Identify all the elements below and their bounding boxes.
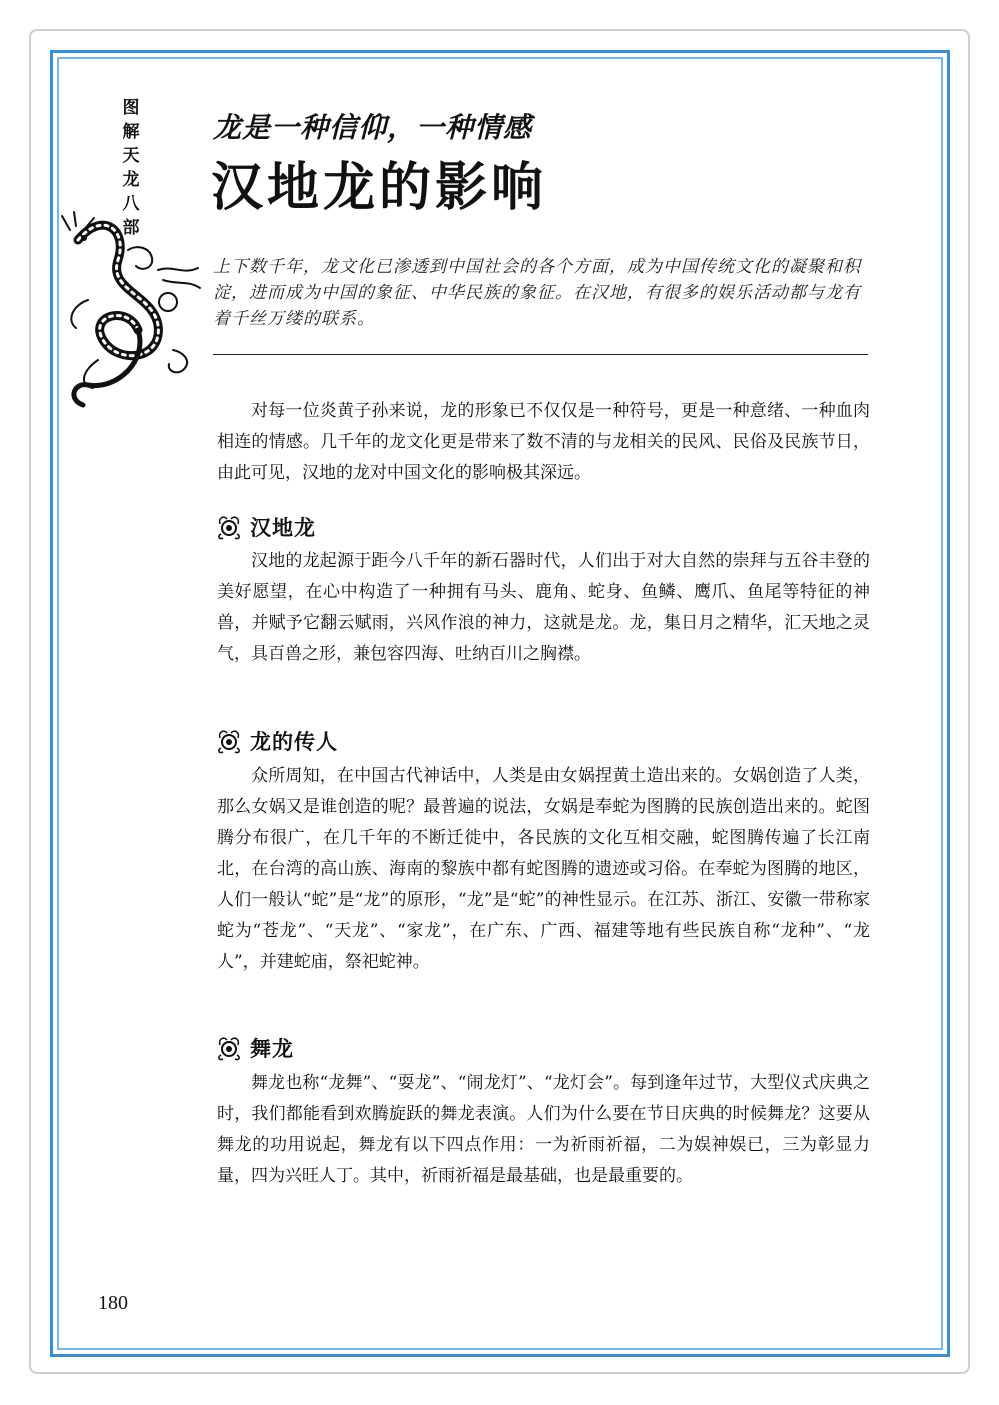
- book-title-char: 图: [122, 98, 140, 118]
- dragon-ball-icon: [216, 728, 242, 754]
- divider-rule: [213, 354, 868, 355]
- section-heading-text: 汉地龙: [250, 516, 316, 540]
- section-body: 汉地的龙起源于距今八千年的新石器时代，人们出于对大自然的崇拜与五谷丰登的美好愿望，在心中构造了一种拥有马头、鹿角、蛇身、鱼鳞、鹰爪、鱼尾等特征的神兽，并赋予它翻云赋雨，兴风作浪的神力，这就是龙。龙，集日月之精华，汇天地之灵气，具百兽之形，兼包容四海、吐纳百川之胸襟。: [217, 551, 870, 664]
- section-heading-wulong: [216, 1033, 294, 1063]
- page-title: 汉地龙的影响: [211, 158, 548, 218]
- intro-summary: 上下数千年，龙文化已渗透到中国社会的各个方面，成为中国传统文化的凝聚和积淀，进而成为中国的象征、中华民族的象征。在汉地，有很多的娱乐活动都与龙有着千丝万缕的联系。: [213, 257, 861, 329]
- dragon-illustration-icon: [58, 210, 208, 410]
- page-kicker: 龙是一种信仰，一种情感: [213, 111, 533, 144]
- book-title-char: 部: [122, 218, 140, 238]
- dragon-ball-icon: [216, 514, 242, 540]
- book-title-char: 解: [122, 122, 140, 142]
- book-title-char: 天: [122, 146, 140, 166]
- section-heading-text: 舞龙: [250, 1037, 294, 1061]
- section-heading-long-de-chuanren: [216, 726, 338, 756]
- section-heading-handi-long: [216, 512, 316, 542]
- section-body: 众所周知，在中国古代神话中，人类是由女娲捏黄土造出来的。女娲创造了人类，那么女娲又是谁创造的呢？最普遍的说法，女娲是奉蛇为图腾的民族创造出来的。蛇图腾分布很广，在几千年的不断迁徙中，各民族的文化互相交融，蛇图腾传遍了长江南北，在台湾的高山族、海南的黎族中都有蛇图腾的遗迹或习俗。在奉蛇为图腾的地区，人们一般认“蛇”是“龙”的原形，“龙”是“蛇”的神性显示。在江苏、浙江、安徽一带称家蛇为“苍龙”、“天龙”、“家龙”，在广东、广西、福建等地有些民族自称“龙种”、“龙人”，并建蛇庙，祭祀蛇神。: [217, 766, 870, 972]
- page-number: 180: [98, 1292, 128, 1314]
- section-body: 舞龙也称“龙舞”、“耍龙”、“闹龙灯”、“龙灯会”。每到逢年过节，大型仪式庆典之时，我们都能看到欢腾旋跃的舞龙表演。人们为什么要在节日庆典的时候舞龙？这要从舞龙的功用说起，舞龙有以下四点作用：一为祈雨祈福，二为娱神娱已，三为彰显力量，四为兴旺人丁。其中，祈雨祈福是最基础，也是最重要的。: [217, 1073, 870, 1186]
- dragon-ball-icon: [216, 1035, 242, 1061]
- section-heading-text: 龙的传人: [250, 730, 338, 754]
- lead-paragraph: 对每一位炎黄子孙来说，龙的形象已不仅仅是一种符号，更是一种意绪、一种血肉相连的情感。几千年的龙文化更是带来了数不清的与龙相关的民风、民俗及民族节日，由此可见，汉地的龙对中国文化的影响极其深远。: [217, 401, 870, 483]
- book-title-char: 八: [122, 194, 140, 214]
- book-title-char: 龙: [122, 170, 140, 190]
